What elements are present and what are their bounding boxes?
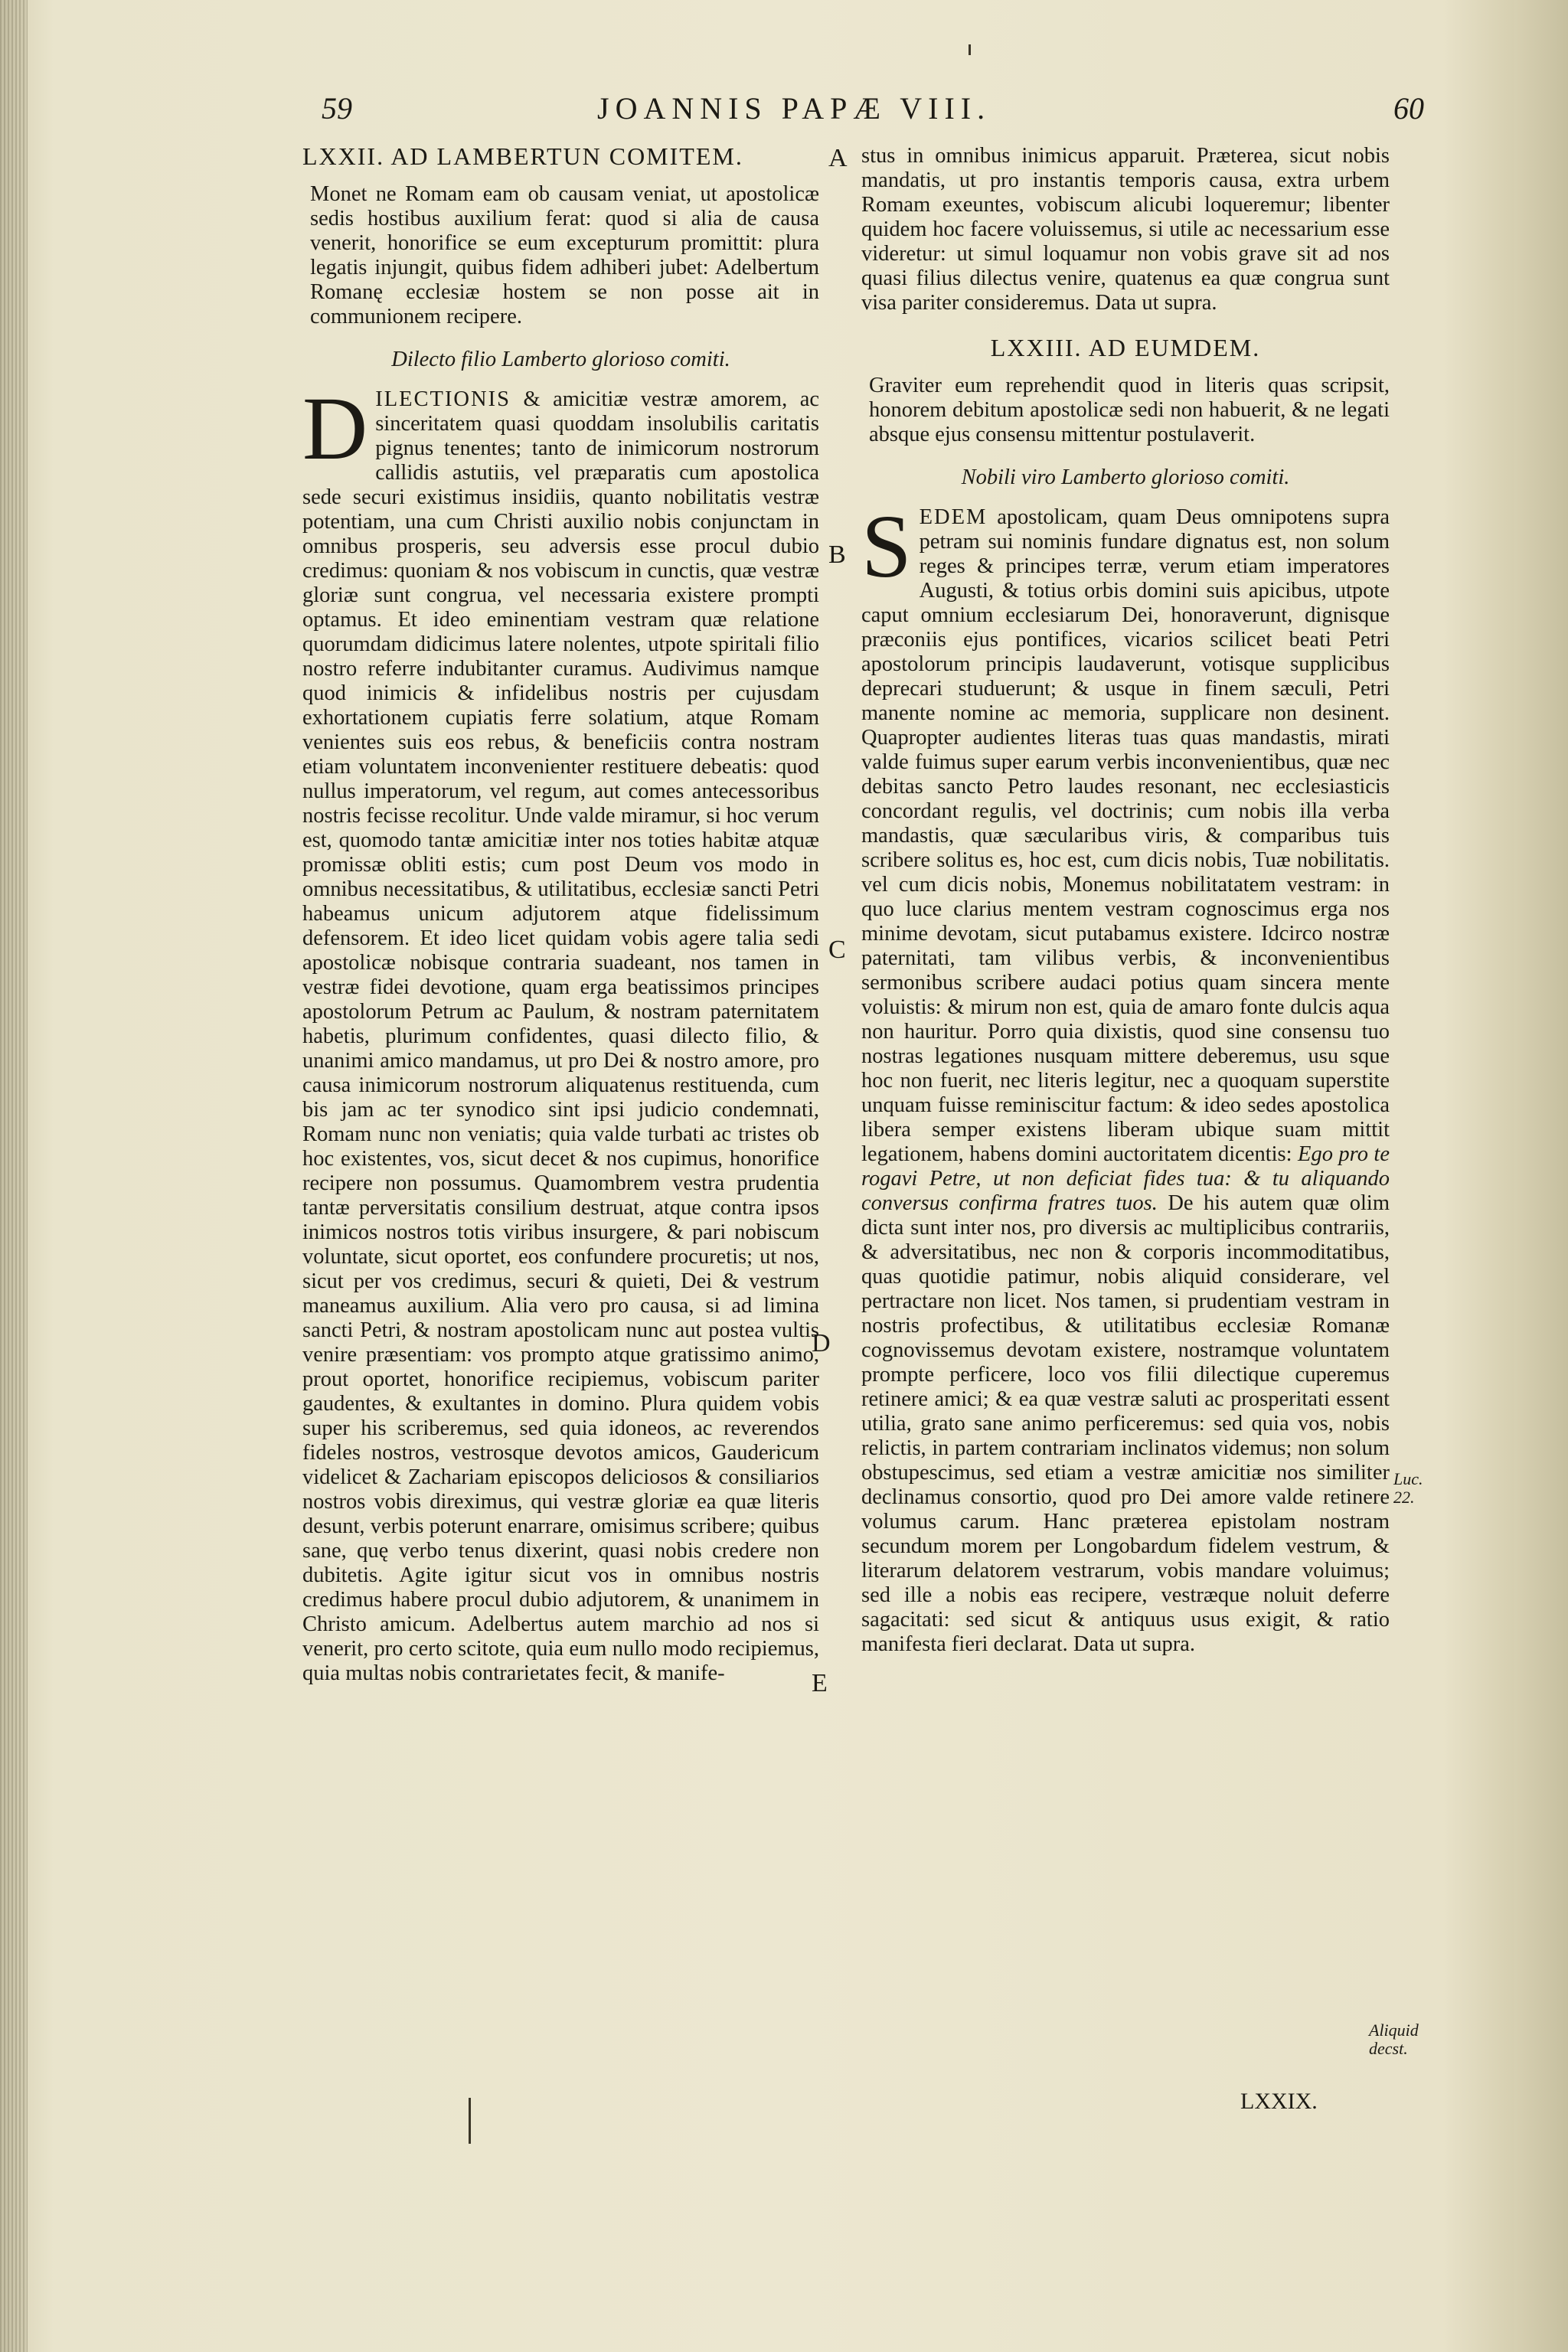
letter-address: Dilecto filio Lamberto glorioso comiti. bbox=[391, 348, 730, 371]
letter-text-3: De his autem quæ olim dicta sunt inter nos, pro diversis ac multiplicibus contrariis, & adversitatibus, nec non & corporis incommoditatibus, quas quotidie patimur, nobis aliquid considerare, vel pertractare non licet. Nos tamen, si prudentiam vestram in nostris profectibus, & utilitatibus ecclesiæ Romanæ cognovissemus devotam existere, nostramque voluntatem prompte perficere, loco vos filii dilectique cuperemus retinere amici; & ea quæ vestræ saluti ac prosperitati essent utilia, grato sane animo perficeremus: sed quia vos, nobis relictis, in partem contrariam inclinatos videmus; non solum obstupescimus, sed etiam a vestræ amicitiæ nos similiter declinamus consortio, quod pro Dei amore valde retinere volumus carum. Hanc præterea epistolam nostram secundum morem per Longobardum fidelem vestrum, & literarum delatorem vestrarum, vobis mandare voluimus; sed ille a nobis eas recipere, vestræque noluit deferre sagacitati: sed sicut & antiquus usus exigit, & ratio manifesta fieri declarat. Data ut supra. bbox=[861, 1191, 1390, 1656]
drop-cap: D bbox=[302, 378, 368, 479]
running-title: JOANNIS PAPÆ VIII. bbox=[597, 91, 991, 126]
scripture-quote: Ego pro te rogavi Petre, ut non deficiat fides tua: & tu aliquando conversus confirma fratres tuos. bbox=[861, 1142, 1390, 1215]
page-number-left: 59 bbox=[322, 91, 352, 126]
opening-word: ILECTIONIS bbox=[375, 387, 511, 411]
left-column bbox=[302, 144, 819, 1686]
letter-text: & amicitiæ vestræ amorem, ac sinceritatem quasi quoddam insolubilis caritatis pignus tenentes; tanto de inimicorum nostrorum callidis astutiis, vel præparatis cum apostolica sede securi existimus insidiis, quanto nobilitatis vestræ potentiam, una cum Christi auxilio nobis conjunctam in omnibus prosperis, seu adversis esse procul dubio credimus: quoniam & nos vobiscum in cunctis, quæ vestræ gloriæ sunt congrua, vel necessaria existere prompti optamus. Et ideo eminentiam vestram quæ relatione quorumdam didicimus latere nolentes, utpote spiritali filio nostro referre indubitanter curamus. Audivimus namque quod inimicis & infidelibus nostris per cujusdam exhortationem cupiatis ferre solatium, atque Romam venientes suis eos rebus, & beneficiis contra nostram etiam voluntatem inconvenienter restituere debeatis: quod nullus imperatorum, vel regum, aut comes antecessoribus nostris fecisse recolitur. Unde valde miramur, si hoc verum est, quomodo tantæ amicitiæ inter nos toties habitæ atquæ promissæ obliti estis; cum post Deum vos modo in omnibus necessitatibus, & utilitatibus, ecclesiæ sancti Petri habeamus unicum adjutorem atque fidelissimum defensorem. Et ideo licet quidam vobis agere talia sedi apostolicæ nobisque contraria suadeant, nos tamen in vestræ fidei devotione, quam erga beatissimos principes apostolorum Petrum ac Paulum, & nostram paternitatem habetis, plurimum confidentes, quasi dilecto filio, & unanimi amico mandamus, ut pro Dei & nostro amore, pro causa inimicorum nostrorum aliquatenus restituenda, cum bis jam ac ter synodico sint ipsi judicio condemnati, Romam nunc non veniatis; quia valde turbati ac tristes ob hoc existentes, vos, sicut decet & nos cupimus, honorifice recipere non possumus. Quamombrem vestra prudentia tantæ perversitatis consilium destruat, atque contra ipsos inimicos nostros totis viribus insurgere, & pari nobiscum voluntate, sicut oportet, eos confundere procuretis; ut nos, sicut per vos credimus, securi & quieti, Dei & vestrum maneamus auxilium. Alia vero pro causa, si ad limina sancti Petri, & nostram apostolicam nunc aut postea vultis venire præsentiam: vos prompto atque gratissimo animo, prout oportet, honorifice recipiemus, vobiscum pariter gaudentes, & exultantes in domino. Plura quidem vobis super his scriberemus, sed quia idoneos, ac reverendos fideles nostros, vestrosque devotos amicos, Gaudericum videlicet & Zachariam episcopos deliciosos & consiliarios nostros vobis direximus, qui vestræ gloriæ ea quæ literis desunt, verbis poterunt enarrare, omisimus scribere; quibus sane, quę verbo tenus dixerint, quasi nobis credere non dubitetis. Agite igitur sicut vos in omnibus nostris credimus habere procul dubio adjutorem, & unanimem in Christo amicum. Adelbertus autem marchio ad nos si venerit, pro certo scitote, quia eum nullo modo recipiemus, quia multas nobis contrarietates fecit, & manife- bbox=[302, 387, 820, 1685]
margin-note-luc: Luc. 22. bbox=[1393, 1469, 1423, 1507]
chapter-summary: Monet ne Romam eam ob causam veniat, ut apostolicæ sedis hostibus auxilium ferat: quod si alia de causa venerit, honorifice se eum excepturum promittit: plura legatis injungit, quibus fidem adhiberi jubet: Adelbertum Romanę ecclesiæ hostem se non posse ait in communionem recipere. bbox=[310, 182, 819, 328]
chapter-heading-lxxiii: LXXIII. AD EUMDEM. bbox=[990, 334, 1261, 361]
margin-letter-a: A bbox=[828, 144, 848, 172]
margin-note-aliquid: Aliquid decst. bbox=[1369, 2020, 1419, 2058]
chapter-summary-2: Graviter eum reprehendit quod in literis quas scripsit, honorem debitum apostolicæ sedi non habuerit, & ne legati absque ejus consensu mittentur postulaverit. bbox=[869, 374, 1390, 446]
facing-page-edge bbox=[1514, 0, 1568, 2352]
right-column bbox=[861, 144, 1390, 1657]
margin-letter-b: B bbox=[828, 541, 846, 569]
letter-body bbox=[302, 378, 820, 1686]
margin-letter-e: E bbox=[812, 1669, 828, 1697]
catchword: LXXIX. bbox=[1240, 2089, 1318, 2114]
letter-body-2 bbox=[861, 496, 1390, 1657]
margin-letter-c: C bbox=[828, 936, 846, 964]
running-header bbox=[322, 90, 1424, 136]
letter-continuation: stus in omnibus inimicus apparuit. Præterea, sicut nobis mandatis, ut pro instantis temporis causa, extra urbem Romam exeuntes, vobiscum alicubi loqueremur; libenter quidem hoc facere voluissemus, si utile ac necessarium esse videretur: ut simul loquamur non vobis grave sit ad nos quasi filius dilectus venire, quatenus ea quæ congrua sunt visa pariter consideremus. Data ut supra. bbox=[861, 144, 1390, 315]
drop-cap-2: S bbox=[861, 496, 912, 596]
margin-letter-d: D bbox=[812, 1329, 831, 1357]
stray-ink-mark bbox=[469, 2098, 471, 2144]
letter-text-2: apostolicam, quam Deus omnipotens supra petram sui nominis fundare dignatus est, non solum reges & principes terræ, verum etiam imperatores Augusti, & totius orbis domini suis apicibus, utpote caput omnium ecclesiarum Dei, honoraverunt, dignisque præconiis ejus pontifices, vicarios scilicet beati Petri apostolorum principis laudaverunt, votisque supplicibus deprecari studuerunt; & usque in finem sæculi, Petri manente nomine ac memoria, supplicare non desinent. Quapropter audientes literas tuas quas mandastis, mirati valde fuimus super earum verbis inconvenientibus, quæ nec debitas sancto Petro laudes resonant, nec ecclesiasticis concordant regulis, vel doctrinis; cum nobis illa verba mandastis, quæ sæcularibus viris, & comparibus tuis scribere solitus es, hoc est, cum dicis nobis, Tuæ nobilitatis. vel cum dicis nobis, Monemus nobilitatatem vestram: in quo luce clarius mentem vestram cognoscimus erga nos minime devotam, sicut putabamus existere. Idcirco nostræ paternitati, tam vilibus verbis, & inconvenientibus sermonibus scribere audaci potius quam sincera mente voluistis: & mirum non est, quia de amaro fonte dulcis aqua non hauritur. Porro quia dixistis, quod sine consensu tuo nostras legationes nusquam mittere deberemus, usu sque hoc non fuerit, nec literis legitur, nec a quoquam superstite unquam fuisse reminiscitur factum: & ideo sedes apostolica libera semper existens liberam ubique suam mittit legationem, habens domini auctoritatem dicentis: bbox=[861, 505, 1390, 1166]
letter-address-2: Nobili viro Lamberto glorioso comiti. bbox=[961, 466, 1290, 489]
stray-ink-mark-top bbox=[969, 44, 971, 55]
opening-word-2: EDEM bbox=[919, 505, 988, 529]
page-gutter bbox=[0, 0, 28, 2352]
page-number-right: 60 bbox=[1393, 91, 1424, 126]
chapter-heading-lxxii: LXXII. AD LAMBERTUN COMITEM. bbox=[302, 142, 743, 170]
